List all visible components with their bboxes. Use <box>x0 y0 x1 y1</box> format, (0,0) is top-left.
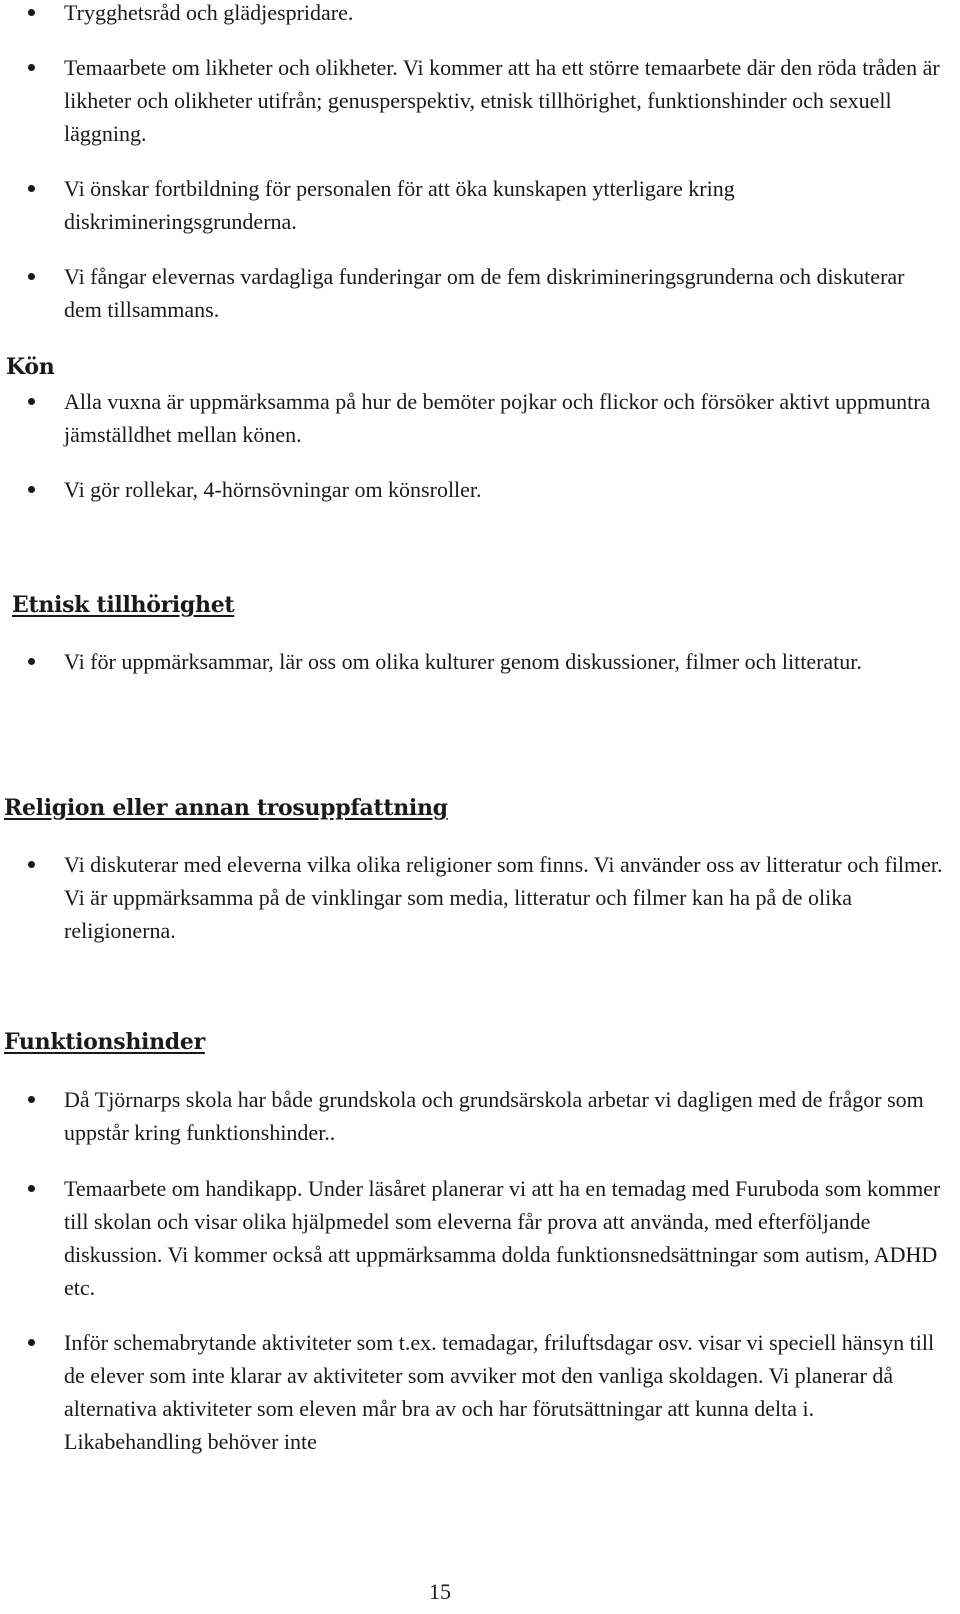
list-item: Vi önskar fortbildning för personalen för att öka kunskapen ytterligare kring diskrimineringsgrunderna. <box>64 172 944 238</box>
section-heading-etnisk-tillhorighet: Etnisk tillhörighet <box>12 592 235 618</box>
list-item: Temaarbete om handikapp. Under läsåret planerar vi att ha en temadag med Furuboda som kommer till skolan och visar olika hjälpmedel som eleverna får prova att använda, med efterföljande diskussion. Vi kommer också att uppmärksamma dolda funktionsnedsättningar som autism, ADHD etc. <box>64 1172 944 1304</box>
list-item: Vi diskuterar med eleverna vilka olika religioner som finns. Vi använder oss av litteratur och filmer. Vi är uppmärksamma på de vinklingar som media, litteratur och filmer kan ha på de olika religionerna. <box>64 848 944 947</box>
list-item: Vi gör rollekar, 4-hörnsövningar om könsroller. <box>64 473 944 506</box>
list-item: Vi fångar elevernas vardagliga funderingar om de fem diskrimineringsgrunderna och diskuterar dem tillsammans. <box>64 260 944 326</box>
list-item: Trygghetsråd och glädjespridare. <box>64 0 944 29</box>
list-item: Vi för uppmärksammar, lär oss om olika kulturer genom diskussioner, filmer och litteratur. <box>64 645 944 678</box>
page-number: 15 <box>429 1579 451 1604</box>
list-item: Då Tjörnarps skola har både grundskola och grundsärskola arbetar vi dagligen med de frågor som uppstår kring funktionshinder.. <box>64 1083 944 1149</box>
section-heading-funktionshinder: Funktionshinder <box>4 1029 205 1055</box>
section-heading-kon: Kön <box>6 354 55 380</box>
list-item: Alla vuxna är uppmärksamma på hur de bemöter pojkar och flickor och försöker aktivt uppmuntra jämställdhet mellan könen. <box>64 385 944 451</box>
section-heading-religion: Religion eller annan trosuppfattning <box>4 795 448 821</box>
list-item: Temaarbete om likheter och olikheter. Vi kommer att ha ett större temaarbete där den röda tråden är likheter och olikheter utifrån; genusperspektiv, etnisk tillhörighet, funktionshinder och sexuell läggning. <box>64 51 944 150</box>
list-item: Inför schemabrytande aktiviteter som t.ex. temadagar, friluftsdagar osv. visar vi speciell hänsyn till de elever som inte klarar av aktiviteter som avviker mot den vanliga skoldagen. Vi planerar då alternativa aktiviteter som eleven mår bra av och har förutsättningar att kunna delta i. Likabehandling behöver inte <box>64 1326 944 1458</box>
